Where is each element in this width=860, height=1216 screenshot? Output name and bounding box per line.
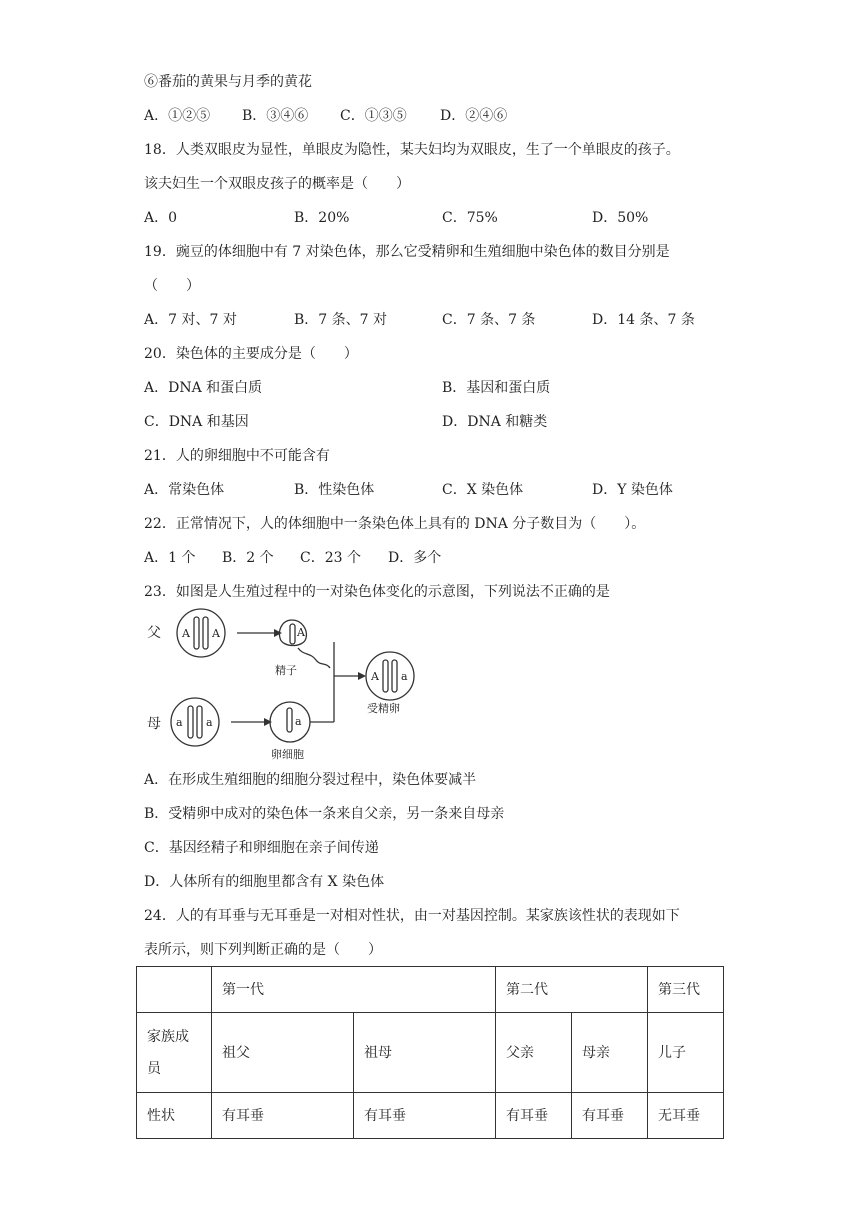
- table-cell-member: 父亲: [496, 1013, 572, 1093]
- table-cell-trait: 有耳垂: [212, 1093, 354, 1139]
- egg-gene: a: [295, 715, 302, 728]
- q17-option-c[interactable]: C．①③⑤: [340, 108, 407, 124]
- table-cell-member: 儿子: [648, 1013, 724, 1093]
- question-18-stem-line1: 18．人类双眼皮为显性，单眼皮为隐性，某夫妇均为双眼皮，生了一个单眼皮的孩子。: [144, 142, 680, 158]
- q20-option-d[interactable]: D．DNA 和糖类: [442, 414, 548, 430]
- father-gene-right: A: [212, 627, 220, 640]
- q18-option-b[interactable]: B．20%: [294, 210, 350, 226]
- father-gene-left: A: [182, 627, 190, 640]
- zygote-label: 受精卵: [367, 702, 400, 715]
- chromosome-inheritance-diagram: [144, 604, 424, 764]
- q17-option-d[interactable]: D．②④⑥: [440, 108, 508, 124]
- sperm-gene: A: [297, 626, 305, 639]
- q21-option-b[interactable]: B．性染色体: [294, 482, 375, 498]
- table-header-row: [137, 967, 724, 1013]
- mother-label: 母: [147, 716, 161, 732]
- table-cell-trait: 有耳垂: [572, 1093, 648, 1139]
- question-17-item-6: ⑥番茄的黄果与月季的黄花: [144, 74, 312, 90]
- question-23-stem: 23．如图是人生殖过程中的一对染色体变化的示意图，下列说法不正确的是: [144, 584, 610, 600]
- table-trait-label: 性状: [137, 1093, 212, 1139]
- question-24-stem-line2: 表所示，则下列判断正确的是（ ）: [144, 942, 382, 958]
- table-cell-member: 祖父: [212, 1013, 354, 1093]
- q23-option-d[interactable]: D．人体所有的细胞里都含有 X 染色体: [144, 874, 385, 890]
- zygote-gene-left: A: [371, 670, 379, 683]
- question-19-stem-line1: 19．豌豆的体细胞中有 7 对染色体，那么它受精卵和生殖细胞中染色体的数目分别是: [144, 244, 670, 260]
- q19-option-c[interactable]: C．7 条、7 条: [442, 312, 536, 328]
- sperm-label: 精子: [275, 664, 297, 677]
- table-cell-member: 祖母: [354, 1013, 496, 1093]
- ear-lobe-trait-table: [136, 966, 724, 1139]
- q20-option-c[interactable]: C．DNA 和基因: [144, 414, 249, 430]
- question-19-stem-line2: （ ）: [144, 278, 200, 294]
- q21-option-c[interactable]: C．X 染色体: [442, 482, 524, 498]
- table-members-label: 家族成员: [137, 1013, 212, 1093]
- table-row-members: [137, 1013, 724, 1093]
- q18-option-c[interactable]: C．75%: [442, 210, 498, 226]
- q18-option-d[interactable]: D．50%: [592, 210, 649, 226]
- q19-option-a[interactable]: A．7 对、7 对: [144, 312, 237, 328]
- question-20-stem: 20．染色体的主要成分是（ ）: [144, 346, 358, 362]
- table-row-traits: [137, 1093, 724, 1139]
- q23-option-c[interactable]: C．基因经精子和卵细胞在亲子间传递: [144, 840, 379, 856]
- q22-option-c[interactable]: C．23 个: [300, 550, 361, 566]
- q17-option-b[interactable]: B．③④⑥: [242, 108, 309, 124]
- question-18-stem-line2: 该夫妇生一个双眼皮孩子的概率是（ ）: [144, 176, 410, 192]
- table-header-corner: [137, 967, 212, 1013]
- question-24-stem-line1: 24．人的有耳垂与无耳垂是一对相对性状，由一对基因控制。某家族该性状的表现如下: [144, 908, 680, 924]
- father-label: 父: [147, 625, 161, 641]
- q20-option-b[interactable]: B．基因和蛋白质: [442, 380, 551, 396]
- table-header-gen1: 第一代: [212, 967, 496, 1013]
- egg-label: 卵细胞: [271, 748, 304, 761]
- table-cell-trait: 有耳垂: [496, 1093, 572, 1139]
- q19-option-b[interactable]: B．7 条、7 对: [294, 312, 388, 328]
- q21-option-d[interactable]: D．Y 染色体: [592, 482, 673, 498]
- mother-gene-right: a: [206, 716, 213, 729]
- table-header-gen2: 第二代: [496, 967, 648, 1013]
- q21-option-a[interactable]: A．常染色体: [144, 482, 225, 498]
- table-cell-trait: 有耳垂: [354, 1093, 496, 1139]
- question-21-stem: 21．人的卵细胞中不可能含有: [144, 448, 330, 464]
- question-22-stem: 22．正常情况下，人的体细胞中一条染色体上具有的 DNA 分子数目为（ ）。: [144, 516, 646, 532]
- q23-option-b[interactable]: B．受精卵中成对的染色体一条来自父亲，另一条来自母亲: [144, 806, 505, 822]
- q22-option-d[interactable]: D．多个: [388, 550, 442, 566]
- q22-option-b[interactable]: B．2 个: [222, 550, 274, 566]
- table-cell-member: 母亲: [572, 1013, 648, 1093]
- table-cell-trait: 无耳垂: [648, 1093, 724, 1139]
- mother-gene-left: a: [176, 716, 183, 729]
- q18-option-a[interactable]: A．0: [144, 210, 178, 226]
- q20-option-a[interactable]: A．DNA 和蛋白质: [144, 380, 263, 396]
- q23-option-a[interactable]: A．在形成生殖细胞的细胞分裂过程中，染色体要减半: [144, 772, 477, 788]
- table-header-gen3: 第三代: [648, 967, 724, 1013]
- q19-option-d[interactable]: D．14 条、7 条: [592, 312, 695, 328]
- q22-option-a[interactable]: A．1 个: [144, 550, 196, 566]
- q17-option-a[interactable]: A．①②⑤: [144, 108, 211, 124]
- zygote-gene-right: a: [401, 670, 408, 683]
